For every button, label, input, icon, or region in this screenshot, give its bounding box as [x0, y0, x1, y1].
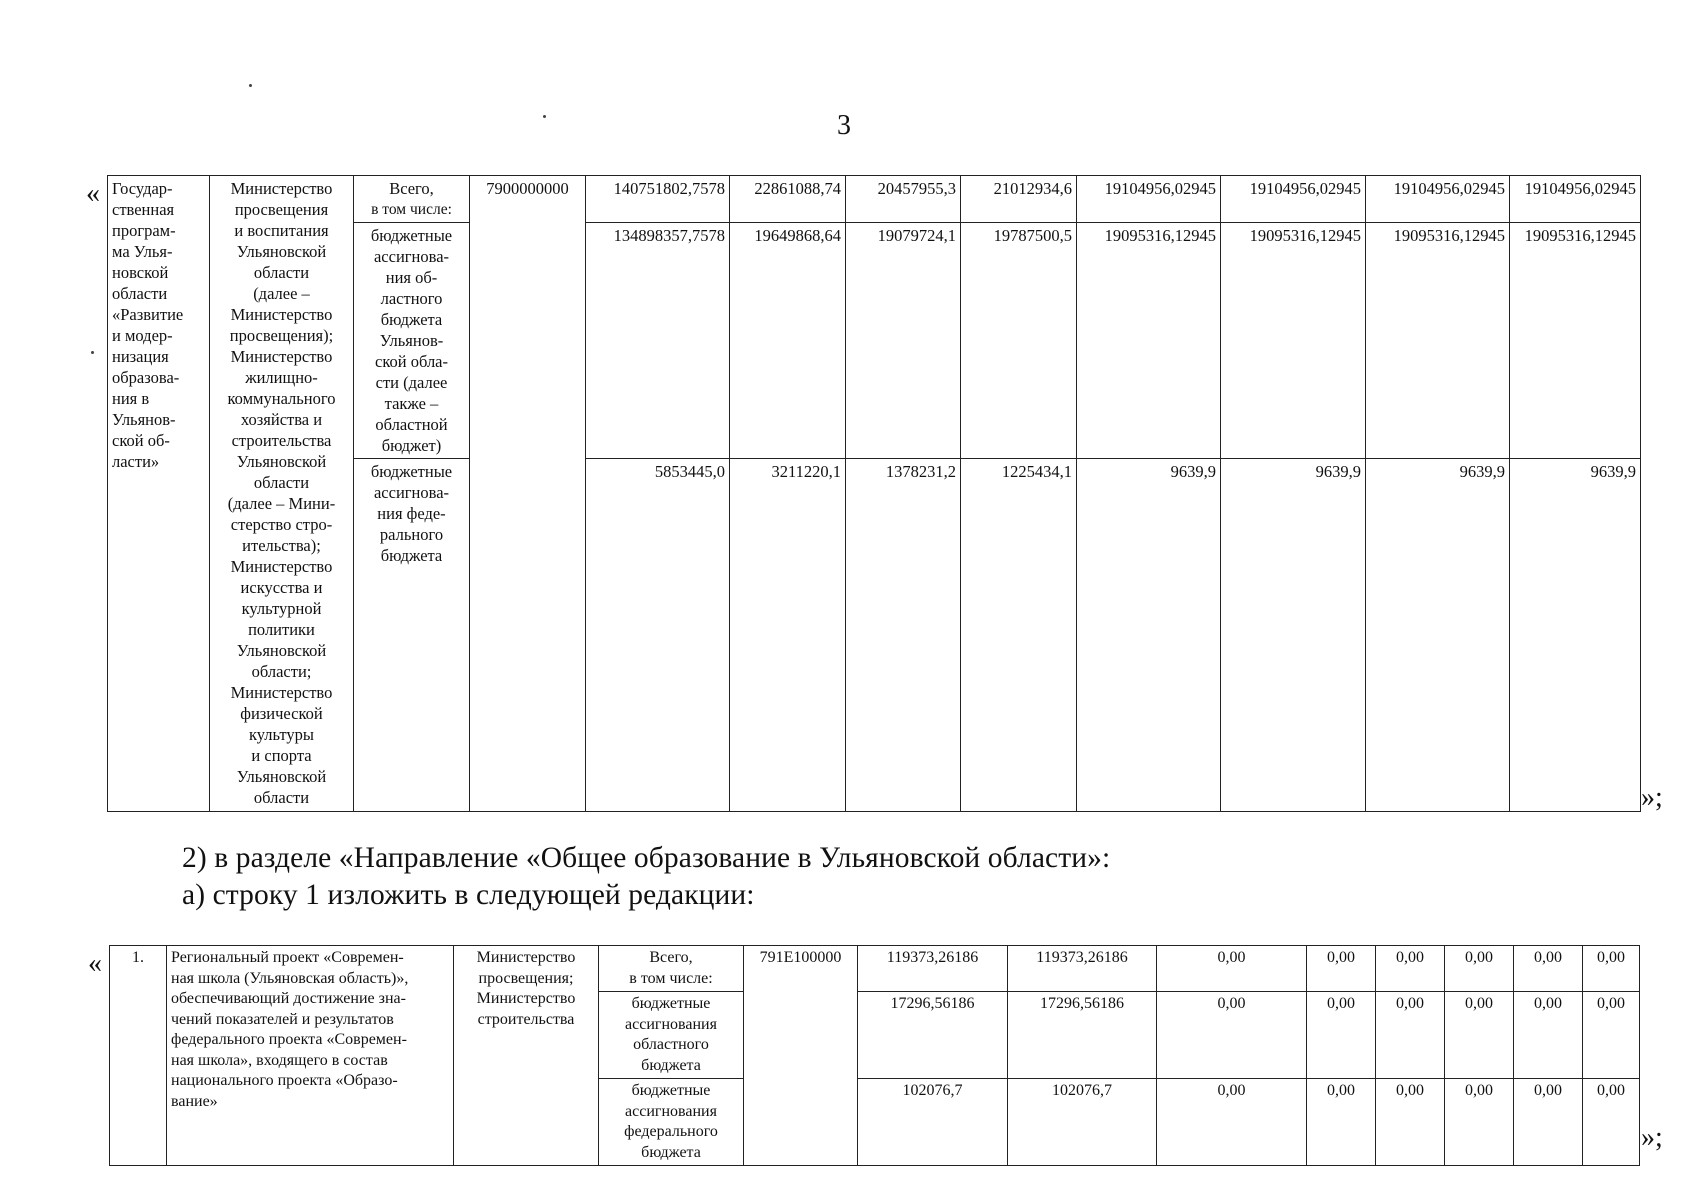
- funding-source-cell: [599, 992, 744, 1079]
- value-cell: 0,00: [1445, 992, 1514, 1079]
- value-cell: 0,00: [1376, 992, 1445, 1079]
- program-name-line: ской об-: [112, 431, 170, 450]
- value-cell: 0,00: [1157, 1079, 1307, 1166]
- program-name-line: ласти»: [112, 452, 160, 471]
- ministry-line: строительства: [231, 431, 332, 450]
- ministry-line: Министерство: [230, 179, 333, 198]
- ministry-line: Министерство: [476, 990, 576, 1007]
- ministry-line: хозяйства и: [240, 410, 323, 429]
- value-cell: 0,00: [1157, 992, 1307, 1079]
- funding-source-cell: [599, 946, 744, 992]
- project-line: чений показателей и результатов: [171, 1010, 394, 1028]
- value-cell: 140751802,7578: [586, 176, 730, 223]
- value-cell: 0,00: [1445, 946, 1514, 992]
- program-name-line: новской: [112, 263, 169, 282]
- program-name-line: низация: [112, 347, 169, 366]
- program-funding-table: [107, 175, 1641, 812]
- program-name-line: образова-: [112, 368, 180, 387]
- program-name-line: ственная: [112, 200, 175, 219]
- ministry-line: просвещения: [234, 200, 329, 219]
- ministry-line: жилищно-: [245, 368, 318, 387]
- responsible-ministries-cell: [210, 176, 354, 812]
- program-name-line: Государ-: [112, 179, 173, 198]
- source-line: ластного: [380, 289, 443, 308]
- ministry-line: Министерство: [230, 557, 333, 576]
- table-row: [110, 946, 1640, 992]
- budget-code-cell: 7900000000: [470, 176, 586, 812]
- value-cell: 0,00: [1307, 1079, 1376, 1166]
- source-line: Всего,: [389, 179, 434, 198]
- value-cell: 0,00: [1445, 1079, 1514, 1166]
- source-line: сти (далее: [375, 373, 448, 392]
- program-name-line: области: [112, 284, 168, 303]
- scan-speck: [249, 84, 252, 87]
- row-number-cell: 1.: [110, 946, 167, 1166]
- value-cell: 119373,26186: [1008, 946, 1157, 992]
- value-cell: 19095316,12945: [1077, 223, 1221, 459]
- ministry-line: Министерство: [476, 949, 576, 966]
- ministry-line: просвещения;: [478, 969, 574, 987]
- source-line: федерального: [624, 1123, 718, 1140]
- value-cell: 102076,7: [1008, 1079, 1157, 1166]
- page-number: 3: [837, 110, 851, 141]
- source-line: в том числе:: [629, 969, 713, 987]
- funding-source-cell: [599, 1079, 744, 1166]
- ministry-line: Министерство: [230, 305, 333, 324]
- source-line: также –: [384, 394, 439, 413]
- value-cell: 19095316,12945: [1366, 223, 1510, 459]
- value-cell: 0,00: [1514, 992, 1583, 1079]
- ministry-line: Ульяновской: [236, 242, 327, 261]
- value-cell: 0,00: [1307, 992, 1376, 1079]
- funding-source-cell: [354, 176, 470, 223]
- project-line: ная школа», входящего в состав: [171, 1051, 388, 1069]
- program-name-cell: [108, 176, 210, 812]
- ministry-line: физической: [240, 704, 323, 723]
- project-line: федерального проекта «Современ-: [171, 1031, 407, 1048]
- ministry-line: Ульяновской: [236, 452, 327, 471]
- source-line: Ульянов-: [379, 331, 444, 350]
- ministry-line: области;: [251, 662, 312, 681]
- ministry-line: политики: [248, 620, 315, 639]
- value-cell: 19104956,02945: [1366, 176, 1510, 223]
- program-name-line: «Развитие: [112, 305, 184, 324]
- project-line: ная школа (Ульяновская область)»,: [171, 969, 409, 987]
- opening-quote: «: [86, 178, 100, 209]
- ministry-line: Министерство: [230, 683, 333, 702]
- amendment-paragraph: 2) в разделе «Направление «Общее образование в Ульяновской области»:: [182, 842, 1111, 874]
- source-line: бюджетные: [370, 226, 453, 245]
- ministry-line: области: [253, 263, 310, 282]
- project-funding-table: [109, 945, 1640, 1166]
- ministry-line: просвещения);: [229, 326, 334, 345]
- value-cell: 9639,9: [1510, 459, 1641, 812]
- ministry-line: искусства и: [240, 578, 323, 597]
- funding-source-cell: [354, 223, 470, 459]
- value-cell: 0,00: [1307, 946, 1376, 992]
- source-line: ассигнова-: [373, 247, 450, 266]
- value-cell: 134898357,7578: [586, 223, 730, 459]
- value-cell: 20457955,3: [846, 176, 961, 223]
- table-row: [108, 176, 1641, 223]
- value-cell: 9639,9: [1221, 459, 1366, 812]
- value-cell: 22861088,74: [730, 176, 846, 223]
- source-line: Всего,: [649, 949, 693, 966]
- value-cell: 1378231,2: [846, 459, 961, 812]
- program-name-line: ма Улья-: [112, 242, 173, 261]
- value-cell: 0,00: [1583, 1079, 1640, 1166]
- project-line: Региональный проект «Современ-: [171, 949, 404, 966]
- budget-code-cell: 791E100000: [744, 946, 858, 1166]
- project-name-cell: [167, 946, 454, 1166]
- value-cell: 9639,9: [1366, 459, 1510, 812]
- source-line: в том числе:: [371, 201, 452, 218]
- scan-speck: [91, 351, 94, 354]
- value-cell: 19104956,02945: [1077, 176, 1221, 223]
- value-cell: 17296,56186: [1008, 992, 1157, 1079]
- ministry-line: культурной: [241, 599, 322, 618]
- ministry-line: области: [253, 788, 310, 807]
- source-line: ской обла-: [375, 352, 448, 371]
- value-cell: 0,00: [1376, 1079, 1445, 1166]
- source-line: бюджета: [380, 310, 443, 329]
- value-cell: 0,00: [1157, 946, 1307, 992]
- ministry-line: ительства);: [242, 536, 321, 555]
- funding-source-cell: [354, 459, 470, 812]
- closing-quote: »;: [1641, 782, 1663, 813]
- source-line: областной: [375, 415, 448, 434]
- value-cell: 1225434,1: [961, 459, 1077, 812]
- ministry-line: области: [253, 473, 310, 492]
- value-cell: 3211220,1: [730, 459, 846, 812]
- ministry-line: культуры: [248, 725, 315, 744]
- value-cell: 0,00: [1514, 946, 1583, 992]
- value-cell: 17296,56186: [858, 992, 1008, 1079]
- ministry-line: (далее –: [253, 284, 310, 303]
- source-line: бюджетные: [631, 995, 711, 1012]
- ministry-line: строительства: [477, 1010, 575, 1028]
- program-name-line: Ульянов-: [112, 410, 176, 429]
- value-cell: 0,00: [1376, 946, 1445, 992]
- source-line: ния феде-: [377, 504, 446, 523]
- program-name-line: програм-: [112, 221, 176, 240]
- value-cell: 19104956,02945: [1510, 176, 1641, 223]
- source-line: ассигнова-: [373, 483, 450, 502]
- program-name-line: и модер-: [112, 326, 173, 345]
- source-line: бюджет): [381, 436, 442, 455]
- value-cell: 5853445,0: [586, 459, 730, 812]
- project-line: вание»: [171, 1092, 218, 1110]
- ministry-line: (далее – Мини-: [227, 494, 336, 513]
- value-cell: 21012934,6: [961, 176, 1077, 223]
- scan-speck: [543, 115, 546, 118]
- source-line: рального: [379, 525, 444, 544]
- project-line: обеспечивающий достижение зна-: [171, 990, 406, 1007]
- source-line: ассигнования: [625, 1102, 717, 1120]
- value-cell: 19649868,64: [730, 223, 846, 459]
- program-name-line: ния в: [112, 389, 150, 408]
- value-cell: 19787500,5: [961, 223, 1077, 459]
- source-line: областного: [633, 1036, 709, 1053]
- source-line: ассигнования: [625, 1015, 717, 1033]
- ministry-line: Ульяновской: [236, 767, 327, 786]
- ministry-line: Министерство: [230, 347, 333, 366]
- value-cell: 9639,9: [1077, 459, 1221, 812]
- source-line: бюджета: [380, 546, 443, 565]
- opening-quote: «: [88, 948, 102, 979]
- source-line: бюджетные: [370, 462, 453, 481]
- value-cell: 119373,26186: [858, 946, 1008, 992]
- ministry-line: Ульяновской: [236, 641, 327, 660]
- value-cell: 19095316,12945: [1510, 223, 1641, 459]
- ministry-line: и воспитания: [234, 221, 329, 240]
- amendment-paragraph: а) строку 1 изложить в следующей редакции:: [182, 879, 755, 911]
- ministry-line: стерство стро-: [230, 515, 333, 534]
- project-line: национального проекта «Образо-: [171, 1072, 398, 1089]
- ministry-line: и спорта: [251, 746, 312, 765]
- value-cell: 19104956,02945: [1221, 176, 1366, 223]
- source-line: бюджетные: [631, 1082, 711, 1099]
- value-cell: 0,00: [1583, 946, 1640, 992]
- ministry-line: коммунального: [227, 389, 336, 408]
- responsible-ministries-cell: [454, 946, 599, 1166]
- source-line: ния об-: [385, 268, 438, 287]
- source-line: бюджета: [641, 1056, 701, 1074]
- source-line: бюджета: [641, 1143, 701, 1161]
- closing-quote: »;: [1641, 1122, 1663, 1153]
- value-cell: 0,00: [1514, 1079, 1583, 1166]
- value-cell: 19079724,1: [846, 223, 961, 459]
- value-cell: 0,00: [1583, 992, 1640, 1079]
- value-cell: 19095316,12945: [1221, 223, 1366, 459]
- value-cell: 102076,7: [858, 1079, 1008, 1166]
